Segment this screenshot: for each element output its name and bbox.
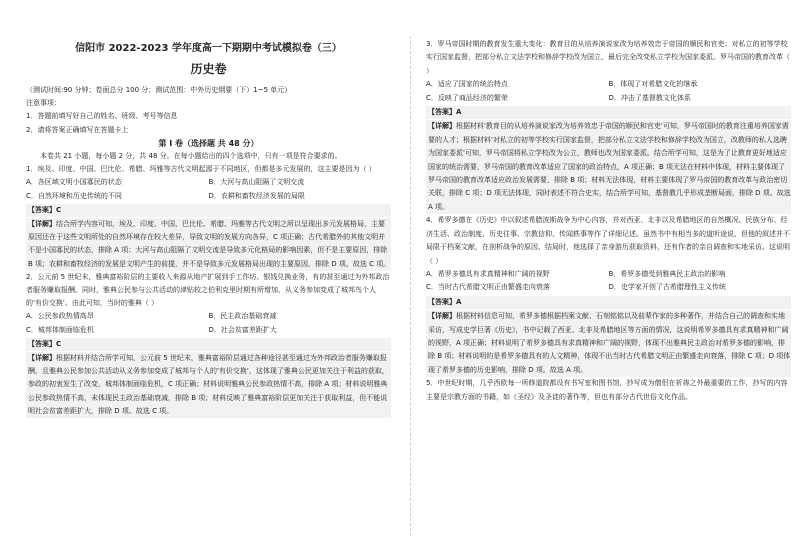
option-c: C．城邦体制面临危机: [26, 325, 94, 334]
explanation-text: 根据材料'教育目的从培养演说家改为培养效忠于帝国的顺民和官吏'可知，罗马帝国时的教育注重培养国家需要的人才；根据材料'对私立的初等学校实行国家监督，把部分私立文法学校和修辞学校改为国立，改教师的私人选聘为国家委派'可知，罗马帝国将私立学校改为公立，教师也改为国家委派。结合所学可知，这是为了让教育更好地适应国家的统治需要，罗马帝国的教育改革适应了国家的政治特点，A 项正确；B 项无法在材料中体现，材料主要体现了罗马帝国的教育改革适应政治发展需要，排除 B 项；材料无法体现，材料主要体现了罗马帝国的教育改革与政治密切关联，排除 C 项；D 项无法体现，同时表述不符合史实，结合所学可知，基督教几乎形成垄断局面，排除 D 项。故选 A 项。: [428, 122, 791, 211]
question-4: 4．希罗多德在《历史》中以叙述希腊波斯战争为中心内容，并对西亚、北非以及希腊地区的自然概况、民族分布、经济生活、政治制度、历史往事、宗教信仰、传闻轶事等作了详细记述。虽然书中有相当多的道听途说，但他的叙述并不局限于档案文献，在剖析战争的原因、结局时，他选择了亲身游历获取资料，还有作者的亲自调查和实地采访。这说明（ ）: [426, 216, 790, 265]
option-b: B．大河与高山阻隔了文明交流: [208, 178, 305, 187]
option-c: C．当时古代希腊文明正由繁盛走向衰落: [426, 283, 550, 292]
question-2: 2．公元前 5 世纪末，雅典富裕阶层的主要收入来源从地产扩展到手工作坊、银钱兑换业务，有的甚至通过为外邦政治者服务赚取报酬。同时，雅典公民参与公共活动的津贴较之伯利克里时期有所增加，从义务参加变成了城邦鸟个人的'有价交换'。由此可知，当时的雅典（ ）: [26, 272, 390, 308]
explanation-tag: 【详解】: [428, 122, 456, 131]
section-title: 第 I 卷（选择题 共 48 分）: [158, 138, 259, 148]
option-a: A．适应了国家的统治特点: [426, 80, 508, 89]
option-a: A．各区域文明小国寡民的状态: [26, 178, 122, 187]
question-3: 3．罗马帝国时期的教育发生重大变化：教育目的从培养演说家改为培养效忠于帝国的顺民和官吏；对私立的初等学校实行国家监督，把部分私立文法学校和修辞学校改为国立，最后完全改变私立学校为国家委派。罗马帝国的教育改革（ ）: [426, 40, 790, 75]
explanation-text: 根据材料并结合所学可知，公元前 5 世纪末，雅典富裕阶层通过各种途径甚至通过为外邦政治者服务赚取报酬，且雅典公民参加公共活动从义务参加变成了城邦与个人的'有价交换'，这体现了雅典公民更加关注于利益的获取，参政的初衷发生了改变，城邦体制面临危机，C 项正确；材料说明雅典公民参政热情不高，排除 A 项；材料说明雅典公民参政热情不高，未体现民主政治基础衰减，排除 B 项；材料反映了雅典富裕阶层更加关注于获取利益，但不能说明社会贫富差距扩大，排除 D 项。故选 C 项。: [28, 354, 389, 415]
option-d: D．农耕和畜牧经济发展的局限: [208, 191, 305, 200]
left-column: [26, 84, 391, 418]
explanation-text: 结合所学内容可知，埃及、印度、中国、巴比伦、希腊、玛雅等古代文明之所以呈现出多元发展格局，主要原因还在于这些文明所处的自然环境存在较大差异，导致文明的发展方向各异，C 项正确；古代希腊外的其他文明并不是小国寡民的状态，排除 A 项；大河与高山阻隔了文明交流是导致多元化格局的影响因素，但不是主要原因，排除 B 项；农耕和畜牧经济的发展是文明产生的前提，并不是导致多元发展格局出现的主要原因，排除 D 项。故选 C 项。: [28, 220, 391, 268]
right-column: [426, 38, 791, 404]
note-2: 2．请将答案正确填写在答题卡上: [26, 125, 129, 134]
explanation-2: [26, 352, 391, 418]
answer-3: 【答案】A: [426, 106, 791, 119]
option-a: A．希罗多德具有求真精神和广阔的视野: [426, 269, 550, 278]
document-title: 信阳市 2022-2023 学年度高一下期期中考试模拟卷（三）: [75, 43, 342, 54]
explanation-4: [426, 310, 791, 377]
explanation-tag: 【详解】: [428, 312, 456, 321]
option-c: C．反映了商品经济的繁荣: [426, 93, 508, 102]
exam-info: （测试时间:90 分钟；卷面总分 100 分；测试范围：中外历史纲要（下）1~5 单元）: [26, 86, 292, 94]
section-intro: 本卷共 21 小题，每小题 2 分，共 48 分。在每小题给出的四个选项中，只有一项是符合要求的。: [40, 152, 342, 161]
question-1: 1．埃及、印度、中国、巴比伦、希腊、玛雅等古代文明起源于不同地区，但都是多元发展的，这主要是因为（ ）: [26, 165, 376, 174]
answer-4: 【答案】A: [426, 296, 791, 309]
answer-2: 【答案】C: [26, 338, 391, 351]
option-c: C．自然环境和历史传统的不同: [26, 191, 122, 200]
explanation-1: [26, 218, 391, 271]
option-d: D．冲击了基督教文化体系: [608, 93, 691, 102]
option-b: B．希罗多德受到雅典民主政治的影响: [608, 269, 726, 278]
question-3-options: [426, 78, 791, 105]
explanation-tag: 【详解】: [28, 220, 56, 229]
question-2-options: [26, 310, 391, 336]
answer-1: 【答案】C: [26, 204, 391, 217]
explanation-3: [426, 120, 791, 214]
option-b: B．民主政治基础衰减: [208, 312, 277, 321]
explanation-tag: 【详解】: [28, 354, 56, 363]
option-d: D．社会贫富差距扩大: [208, 325, 277, 334]
question-4-options: [426, 268, 791, 295]
notes-title: 注意事项：: [26, 99, 61, 108]
question-5: 5．中世纪时期，几乎西欧每一所修道院都设有书写室和图书馆，抄写成为僧侣在祈祷之外最重要的工作，抄写的内容主要是宗教方面的书籍，如《圣经》及圣徒的著作等，但也有部分古代世俗文化作品。: [426, 379, 788, 401]
document-subject: 历史卷: [190, 62, 227, 76]
explanation-text: 根据材料信息可知，希罗多德根据档案文献、石刻铭铭以及前辈作家的多种著作，并结合自己的调查和实地采访，写成史学巨著《历史》，书中记载了西亚、北非及希腊地区等方面的情况，这说明希罗多德具有求真精神和广阔的视野，A 项正确；材料说明了希罗多德具有求真精神和广阔的视野，体现不出雅典民主政治对希罗多德的影响，排除 B 项；材料说明的是希罗多德具有的人文精神，体现不出当时古代希腊文明正由繁盛走向衰落，排除 C 项；D 项体现了希罗多德的历史影响，排除 D 项。故选 A 项。: [428, 312, 791, 374]
question-1-options: [26, 176, 391, 202]
option-a: A．公民参政热情高昂: [26, 312, 94, 321]
note-1: 1．答题前填写好自己的姓名、班级、考号等信息: [26, 112, 178, 121]
column-divider: [410, 36, 411, 536]
option-d: D．史学家开创了古希腊理性主义传统: [608, 283, 726, 292]
option-b: B．体现了对希腊文化的继承: [608, 80, 698, 89]
